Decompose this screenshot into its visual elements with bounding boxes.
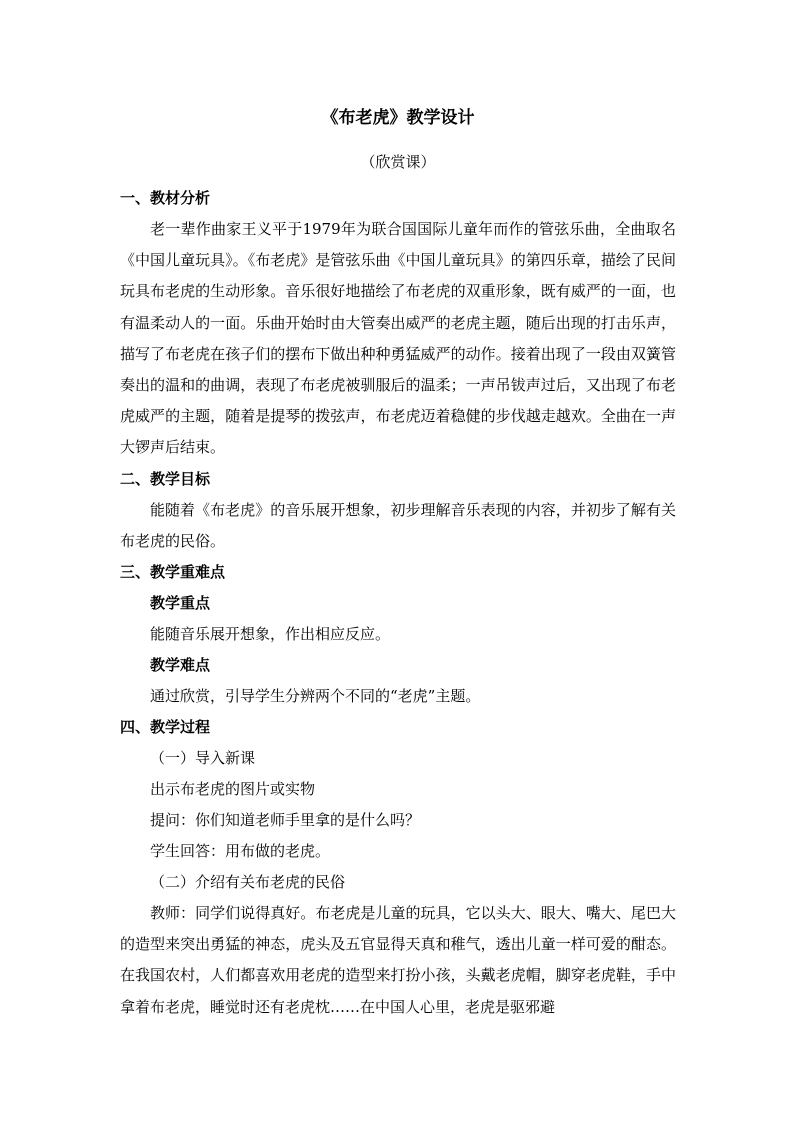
paragraph-material-analysis: 老一辈作曲家王义平于1979年为联合国国际儿童年而作的管弦乐曲，全曲取名《中国儿童玩具》。《布老虎》是管弦乐曲《中国儿童玩具》的第四乐章，描绘了民间玩具布老虎的生动形象。音乐很好地描绘了布老虎的双重形象，既有威严的一面，也有温柔动人的一面。乐曲开始时由大管奏出威严的老虎主题，随后出现的打击乐声，描写了布老虎在孩子们的摆布下做出种种勇猛威严的动作。接着出现了一段由双簧管奏出的温和的曲调，表现了布老虎被驯服后的温柔；一声吊钹声过后，又出现了布老虎威严的主题，随着是提琴的拨弦声，布老虎迈着稳健的步伐越走越欢。全曲在一声大锣声后结束。 <box>120 220 676 457</box>
section-heading-key-points: 三、教学重难点 <box>120 563 226 582</box>
step-folk-custom: （二）介绍有关布老虎的民俗 <box>150 873 346 892</box>
document-subtitle: （欣赏课） <box>360 153 436 171</box>
paragraph-teaching-goals: 能随着《布老虎》的音乐展开想象，初步理解音乐表现的内容，并初步了解有关布老虎的民俗。 <box>120 500 676 550</box>
subheading-key-point: 教学重点 <box>150 594 211 613</box>
step-introduction: （一）导入新课 <box>150 749 256 768</box>
document-title: 《布老虎》教学设计 <box>321 108 475 128</box>
section-heading-material-analysis: 一、教材分析 <box>120 189 211 207</box>
text-show-tiger: 出示布老虎的图片或实物 <box>150 780 316 799</box>
section-heading-teaching-goals: 二、教学目标 <box>120 469 211 488</box>
text-question: 提问：你们知道老师手里拿的是什么吗？ <box>150 811 421 830</box>
subheading-difficulty: 教学难点 <box>150 656 211 675</box>
text-key-point: 能随音乐展开想象，作出相应反应。 <box>150 625 391 644</box>
text-difficulty: 通过欣赏，引导学生分辨两个不同的“老虎”主题。 <box>150 687 481 706</box>
paragraph-teacher-intro: 教师：同学们说得真好。布老虎是儿童的玩具，它以头大、眼大、嘴大、尾巴大的造型来突出勇猛的神态，虎头及五官显得天真和稚气，透出儿童一样可爱的酣态。在我国农村，人们都喜欢用老虎的造型来打扮小孩，头戴老虎帽，脚穿老虎鞋，手中拿着布老虎，睡觉时还有老虎枕……在中国人心里，老虎是驱邪避 <box>120 904 676 1016</box>
document-page <box>120 105 676 1023</box>
text-student-answer: 学生回答：用布做的老虎。 <box>150 842 331 861</box>
section-heading-teaching-process: 四、教学过程 <box>120 718 211 737</box>
